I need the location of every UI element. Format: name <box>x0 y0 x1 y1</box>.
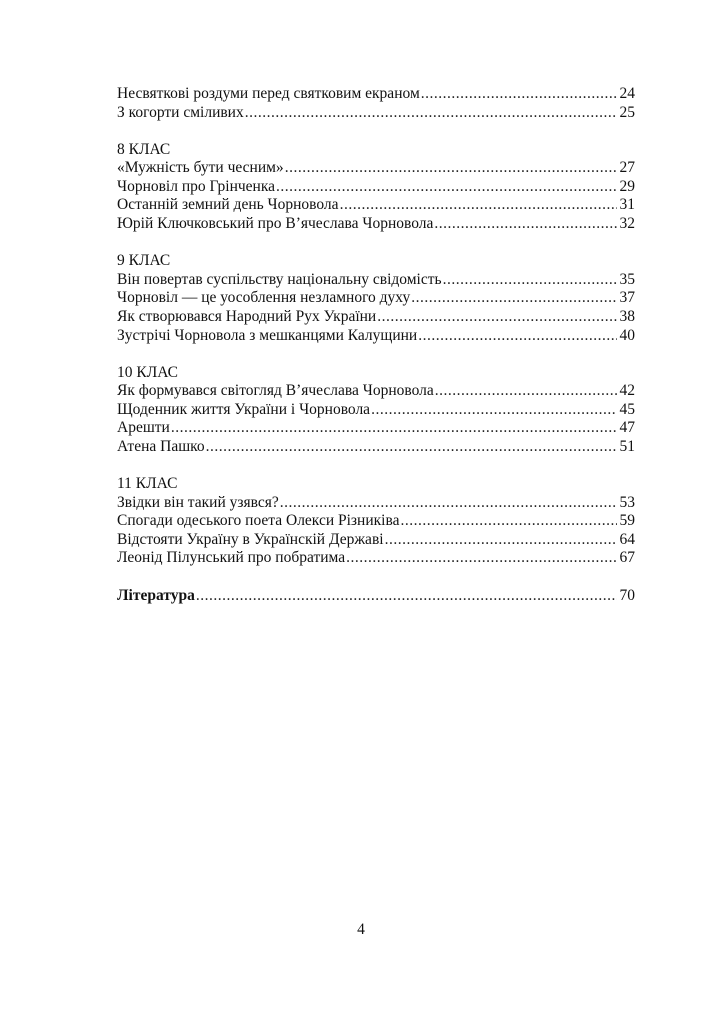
entry-page-number: 29 <box>619 177 635 195</box>
entry-page-number: 37 <box>619 289 635 307</box>
dot-leader <box>245 104 617 123</box>
entry-page-number: 45 <box>619 400 635 418</box>
toc-entry[interactable] <box>117 215 635 234</box>
toc-section-grade-10 <box>117 364 635 457</box>
entry-page-number: 47 <box>619 419 635 437</box>
toc-entry[interactable] <box>117 289 635 308</box>
toc-entry[interactable] <box>117 419 635 438</box>
table-of-contents <box>117 85 635 624</box>
toc-section-literature <box>117 587 635 606</box>
toc-entry[interactable] <box>117 549 635 568</box>
section-heading: 11 КЛАС <box>117 475 178 493</box>
entry-title: Останній земний день Чорновола <box>117 196 339 214</box>
toc-entry[interactable] <box>117 308 635 327</box>
entry-page-number: 67 <box>619 549 635 567</box>
dot-leader <box>276 178 616 197</box>
toc-entry-literature[interactable] <box>117 587 635 606</box>
entry-title: Несвяткові роздуми перед святковим екраном <box>117 85 420 102</box>
toc-entry[interactable] <box>117 382 635 401</box>
entry-title: Він повертав суспільству національну свідомість <box>117 270 442 288</box>
toc-entry[interactable] <box>117 327 635 346</box>
entry-title: Чорновіл про Грінченка <box>117 177 276 195</box>
entry-title: Як формувався світогляд В’ячеслава Чорновола <box>117 382 434 400</box>
dot-leader <box>435 382 617 401</box>
entry-title: Арешти <box>117 419 170 437</box>
entry-title: Щоденник життя України і Чорновола <box>117 400 371 418</box>
entry-page-number: 31 <box>619 196 635 214</box>
dot-leader <box>434 215 616 234</box>
dot-leader <box>377 308 616 327</box>
entry-title: Юрій Ключковський про В’ячеслава Чорновола <box>117 215 434 233</box>
dot-leader <box>418 327 616 346</box>
dot-leader <box>411 289 616 308</box>
dot-leader <box>206 438 617 457</box>
toc-entry[interactable] <box>117 494 635 513</box>
section-heading: 10 КЛАС <box>117 363 178 381</box>
toc-section-continued <box>117 85 635 122</box>
entry-title: Спогади одеського поета Олекси Різниківа <box>117 512 400 530</box>
dot-leader <box>285 159 617 178</box>
toc-entry[interactable] <box>117 104 635 123</box>
dot-leader <box>196 587 617 606</box>
entry-title: Як створювався Народний Рух України <box>117 307 377 325</box>
entry-page-number: 38 <box>619 307 635 325</box>
dot-leader <box>346 549 616 568</box>
entry-page-number: 53 <box>619 493 635 511</box>
toc-entry[interactable] <box>117 159 635 178</box>
toc-entry[interactable] <box>117 512 635 531</box>
entry-title: Атена Пашко <box>117 438 205 455</box>
section-heading: 8 КЛАС <box>117 140 171 158</box>
entry-title: Чорновіл — це уособлення незламного духу <box>117 289 411 307</box>
dot-leader <box>443 271 617 290</box>
dot-leader <box>280 494 617 513</box>
toc-entry[interactable] <box>117 531 635 550</box>
entry-page-number: 59 <box>619 512 635 530</box>
toc-section-grade-11 <box>117 475 635 568</box>
entry-title: Леонід Пілунський про побратима <box>117 549 346 567</box>
entry-page-number: 40 <box>619 326 635 344</box>
entry-page-number: 64 <box>619 530 635 548</box>
section-heading: 9 КЛАС <box>117 252 171 270</box>
toc-section-grade-8 <box>117 141 635 234</box>
dot-leader <box>340 196 617 215</box>
dot-leader <box>371 401 616 420</box>
entry-page-number: 27 <box>619 159 635 177</box>
toc-entry[interactable] <box>117 401 635 420</box>
dot-leader <box>171 419 617 438</box>
page-number: 4 <box>357 921 365 938</box>
entry-page-number: 42 <box>619 382 635 400</box>
entry-title: Відстояти Україну в Українскій Державі <box>117 530 384 548</box>
toc-entry[interactable] <box>117 271 635 290</box>
toc-entry[interactable] <box>117 196 635 215</box>
entry-page-number: 24 <box>619 85 635 102</box>
entry-title: Література <box>117 586 195 604</box>
toc-entry[interactable] <box>117 438 635 457</box>
entry-title: «Мужність бути чесним» <box>117 159 284 177</box>
toc-entry[interactable] <box>117 178 635 197</box>
entry-title: Звідки він такий узявся? <box>117 493 279 511</box>
entry-title: З когорти сміливих <box>117 103 244 121</box>
toc-entry[interactable] <box>117 85 635 104</box>
entry-page-number: 70 <box>619 586 635 604</box>
toc-section-grade-9 <box>117 252 635 345</box>
entry-page-number: 25 <box>619 103 635 121</box>
dot-leader <box>421 85 617 104</box>
entry-page-number: 35 <box>619 270 635 288</box>
dot-leader <box>400 512 616 531</box>
entry-page-number: 51 <box>619 438 635 455</box>
entry-title: Зустрічі Чорновола з мешканцями Калущини <box>117 326 418 344</box>
dot-leader <box>385 531 617 550</box>
entry-page-number: 32 <box>619 215 635 233</box>
